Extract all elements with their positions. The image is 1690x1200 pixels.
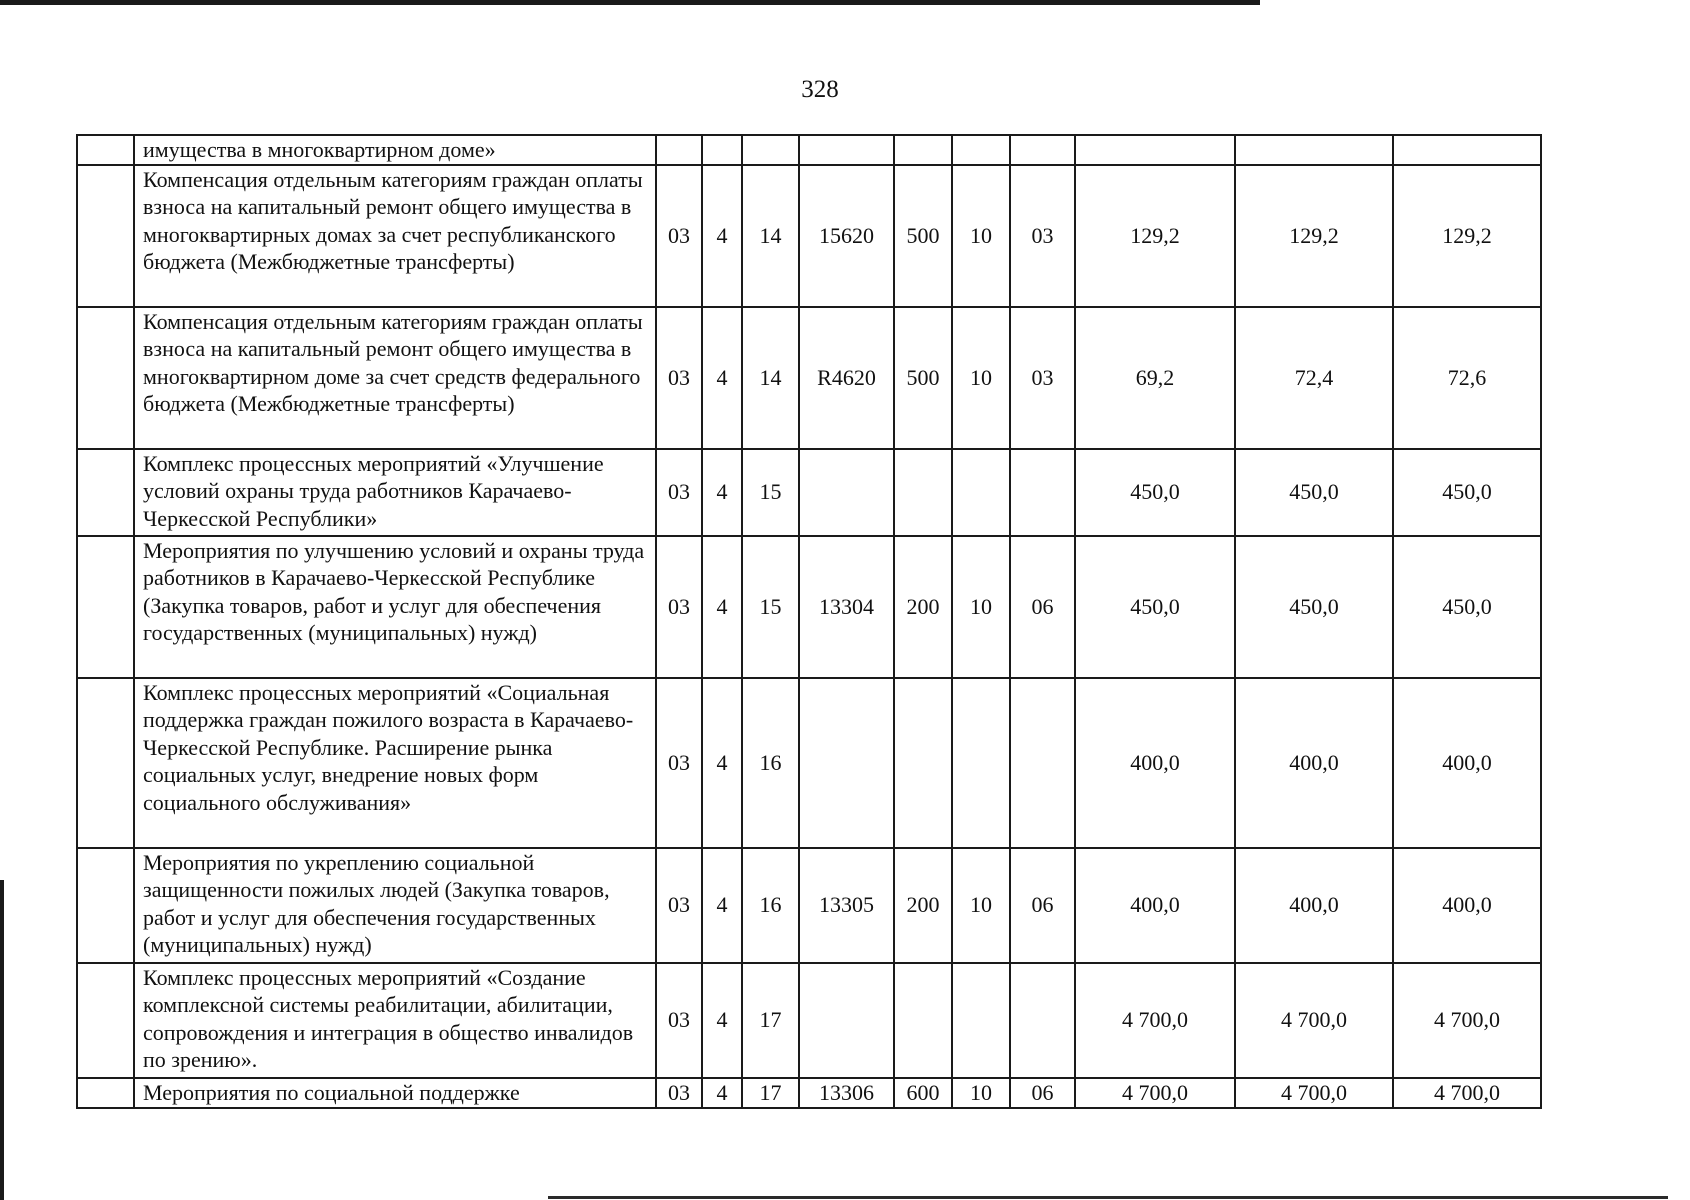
amount-cell-1: 4 700,0: [1075, 1078, 1235, 1108]
amount-cell-3: 72,6: [1393, 307, 1541, 449]
table-row: [77, 307, 1541, 449]
code-cell-7: 06: [1010, 848, 1075, 963]
code-cell-4: 13306: [799, 1078, 894, 1108]
amount-cell-2: 4 700,0: [1235, 1078, 1393, 1108]
code-cell-1: 03: [656, 678, 702, 848]
row-number-cell: [77, 165, 134, 307]
item-name-cell: имущества в многоквартирном доме»: [134, 135, 656, 165]
table-row: [77, 963, 1541, 1078]
amount-cell-1: 4 700,0: [1075, 963, 1235, 1078]
amount-cell-2: 4 700,0: [1235, 963, 1393, 1078]
table-row: [77, 449, 1541, 536]
table-row: [77, 165, 1541, 307]
amount-cell-3: 4 700,0: [1393, 963, 1541, 1078]
code-cell-5: [894, 135, 952, 165]
amount-cell-3: [1393, 135, 1541, 165]
amount-cell-2: 72,4: [1235, 307, 1393, 449]
amount-cell-3: 450,0: [1393, 449, 1541, 536]
amount-cell-1: 129,2: [1075, 165, 1235, 307]
code-cell-3: 17: [742, 1078, 799, 1108]
table-row: [77, 678, 1541, 848]
item-name-cell: Мероприятия по укреплению социальной защищенности пожилых людей (Закупка товаров, работ и услуг для обеспечения государственных (муниципальных) нужд): [134, 848, 656, 963]
code-cell-5: 500: [894, 165, 952, 307]
amount-cell-2: [1235, 135, 1393, 165]
amount-cell-1: 400,0: [1075, 678, 1235, 848]
code-cell-5: [894, 963, 952, 1078]
amount-cell-3: 450,0: [1393, 536, 1541, 678]
code-cell-3: 16: [742, 678, 799, 848]
code-cell-6: 10: [952, 848, 1010, 963]
item-name-cell: Мероприятия по социальной поддержке: [134, 1078, 656, 1108]
code-cell-4: 13304: [799, 536, 894, 678]
code-cell-2: 4: [702, 1078, 742, 1108]
row-number-cell: [77, 307, 134, 449]
code-cell-4: [799, 678, 894, 848]
code-cell-3: 15: [742, 449, 799, 536]
item-name-cell: Мероприятия по улучшению условий и охраны труда работников в Карачаево-Черкесской Республике (Закупка товаров, работ и услуг для обеспечения государственных (муниципальных) нужд): [134, 536, 656, 678]
code-cell-7: [1010, 678, 1075, 848]
code-cell-7: [1010, 135, 1075, 165]
amount-cell-2: 450,0: [1235, 449, 1393, 536]
page-number: 328: [801, 76, 839, 103]
code-cell-7: 06: [1010, 1078, 1075, 1108]
row-number-cell: [77, 135, 134, 165]
code-cell-1: [656, 135, 702, 165]
code-cell-2: 4: [702, 165, 742, 307]
code-cell-2: 4: [702, 963, 742, 1078]
code-cell-1: 03: [656, 963, 702, 1078]
code-cell-5: 200: [894, 848, 952, 963]
code-cell-4: [799, 449, 894, 536]
code-cell-1: 03: [656, 165, 702, 307]
code-cell-5: 600: [894, 1078, 952, 1108]
scan-edge-top: [0, 0, 1260, 5]
code-cell-5: [894, 678, 952, 848]
row-number-cell: [77, 536, 134, 678]
code-cell-6: [952, 449, 1010, 536]
row-number-cell: [77, 678, 134, 848]
code-cell-6: [952, 963, 1010, 1078]
code-cell-3: 17: [742, 963, 799, 1078]
amount-cell-2: 450,0: [1235, 536, 1393, 678]
amount-cell-2: 400,0: [1235, 678, 1393, 848]
amount-cell-3: 129,2: [1393, 165, 1541, 307]
item-name-cell: Комплекс процессных мероприятий «Создание комплексной системы реабилитации, абилитации, сопровождения и интеграция в общество инвалидов по зрению».: [134, 963, 656, 1078]
amount-cell-3: 4 700,0: [1393, 1078, 1541, 1108]
amount-cell-2: 129,2: [1235, 165, 1393, 307]
item-name-cell: Компенсация отдельным категориям граждан оплаты взноса на капитальный ремонт общего имущества в многоквартирных домах за счет республиканского бюджета (Межбюджетные трансферты): [134, 165, 656, 307]
code-cell-7: [1010, 449, 1075, 536]
code-cell-4: [799, 135, 894, 165]
amount-cell-1: 450,0: [1075, 449, 1235, 536]
scan-edge-left: [0, 880, 4, 1200]
table-row: [77, 1078, 1541, 1108]
code-cell-3: 16: [742, 848, 799, 963]
table-row: [77, 848, 1541, 963]
row-number-cell: [77, 449, 134, 536]
amount-cell-1: 400,0: [1075, 848, 1235, 963]
item-name-cell: Комплекс процессных мероприятий «Социальная поддержка граждан пожилого возраста в Карачаево-Черкесской Республике. Расширение рынка социальных услуг, внедрение новых форм социального обслуживания»: [134, 678, 656, 848]
scan-edge-bottom: [548, 1196, 1668, 1199]
table-row: [77, 536, 1541, 678]
code-cell-4: 13305: [799, 848, 894, 963]
budget-table: [76, 134, 1542, 1109]
code-cell-3: 14: [742, 307, 799, 449]
code-cell-7: [1010, 963, 1075, 1078]
code-cell-2: [702, 135, 742, 165]
code-cell-2: 4: [702, 678, 742, 848]
table-row: [77, 135, 1541, 165]
amount-cell-3: 400,0: [1393, 678, 1541, 848]
code-cell-1: 03: [656, 449, 702, 536]
code-cell-4: 15620: [799, 165, 894, 307]
code-cell-6: 10: [952, 1078, 1010, 1108]
code-cell-5: 200: [894, 536, 952, 678]
code-cell-5: 500: [894, 307, 952, 449]
code-cell-2: 4: [702, 536, 742, 678]
code-cell-4: R4620: [799, 307, 894, 449]
code-cell-6: 10: [952, 307, 1010, 449]
code-cell-2: 4: [702, 449, 742, 536]
code-cell-3: [742, 135, 799, 165]
row-number-cell: [77, 963, 134, 1078]
code-cell-2: 4: [702, 848, 742, 963]
code-cell-6: 10: [952, 165, 1010, 307]
row-number-cell: [77, 1078, 134, 1108]
item-name-cell: Комплекс процессных мероприятий «Улучшение условий охраны труда работников Карачаево-Черкесской Республики»: [134, 449, 656, 536]
item-name-cell: Компенсация отдельным категориям граждан оплаты взноса на капитальный ремонт общего имущества в многоквартирном доме за счет средств федерального бюджета (Межбюджетные трансферты): [134, 307, 656, 449]
code-cell-1: 03: [656, 848, 702, 963]
amount-cell-1: 450,0: [1075, 536, 1235, 678]
row-number-cell: [77, 848, 134, 963]
amount-cell-1: [1075, 135, 1235, 165]
code-cell-4: [799, 963, 894, 1078]
code-cell-7: 03: [1010, 307, 1075, 449]
code-cell-3: 15: [742, 536, 799, 678]
code-cell-7: 03: [1010, 165, 1075, 307]
code-cell-3: 14: [742, 165, 799, 307]
code-cell-1: 03: [656, 1078, 702, 1108]
code-cell-7: 06: [1010, 536, 1075, 678]
code-cell-1: 03: [656, 536, 702, 678]
code-cell-2: 4: [702, 307, 742, 449]
code-cell-1: 03: [656, 307, 702, 449]
code-cell-6: [952, 135, 1010, 165]
code-cell-6: [952, 678, 1010, 848]
code-cell-6: 10: [952, 536, 1010, 678]
amount-cell-3: 400,0: [1393, 848, 1541, 963]
code-cell-5: [894, 449, 952, 536]
amount-cell-1: 69,2: [1075, 307, 1235, 449]
amount-cell-2: 400,0: [1235, 848, 1393, 963]
